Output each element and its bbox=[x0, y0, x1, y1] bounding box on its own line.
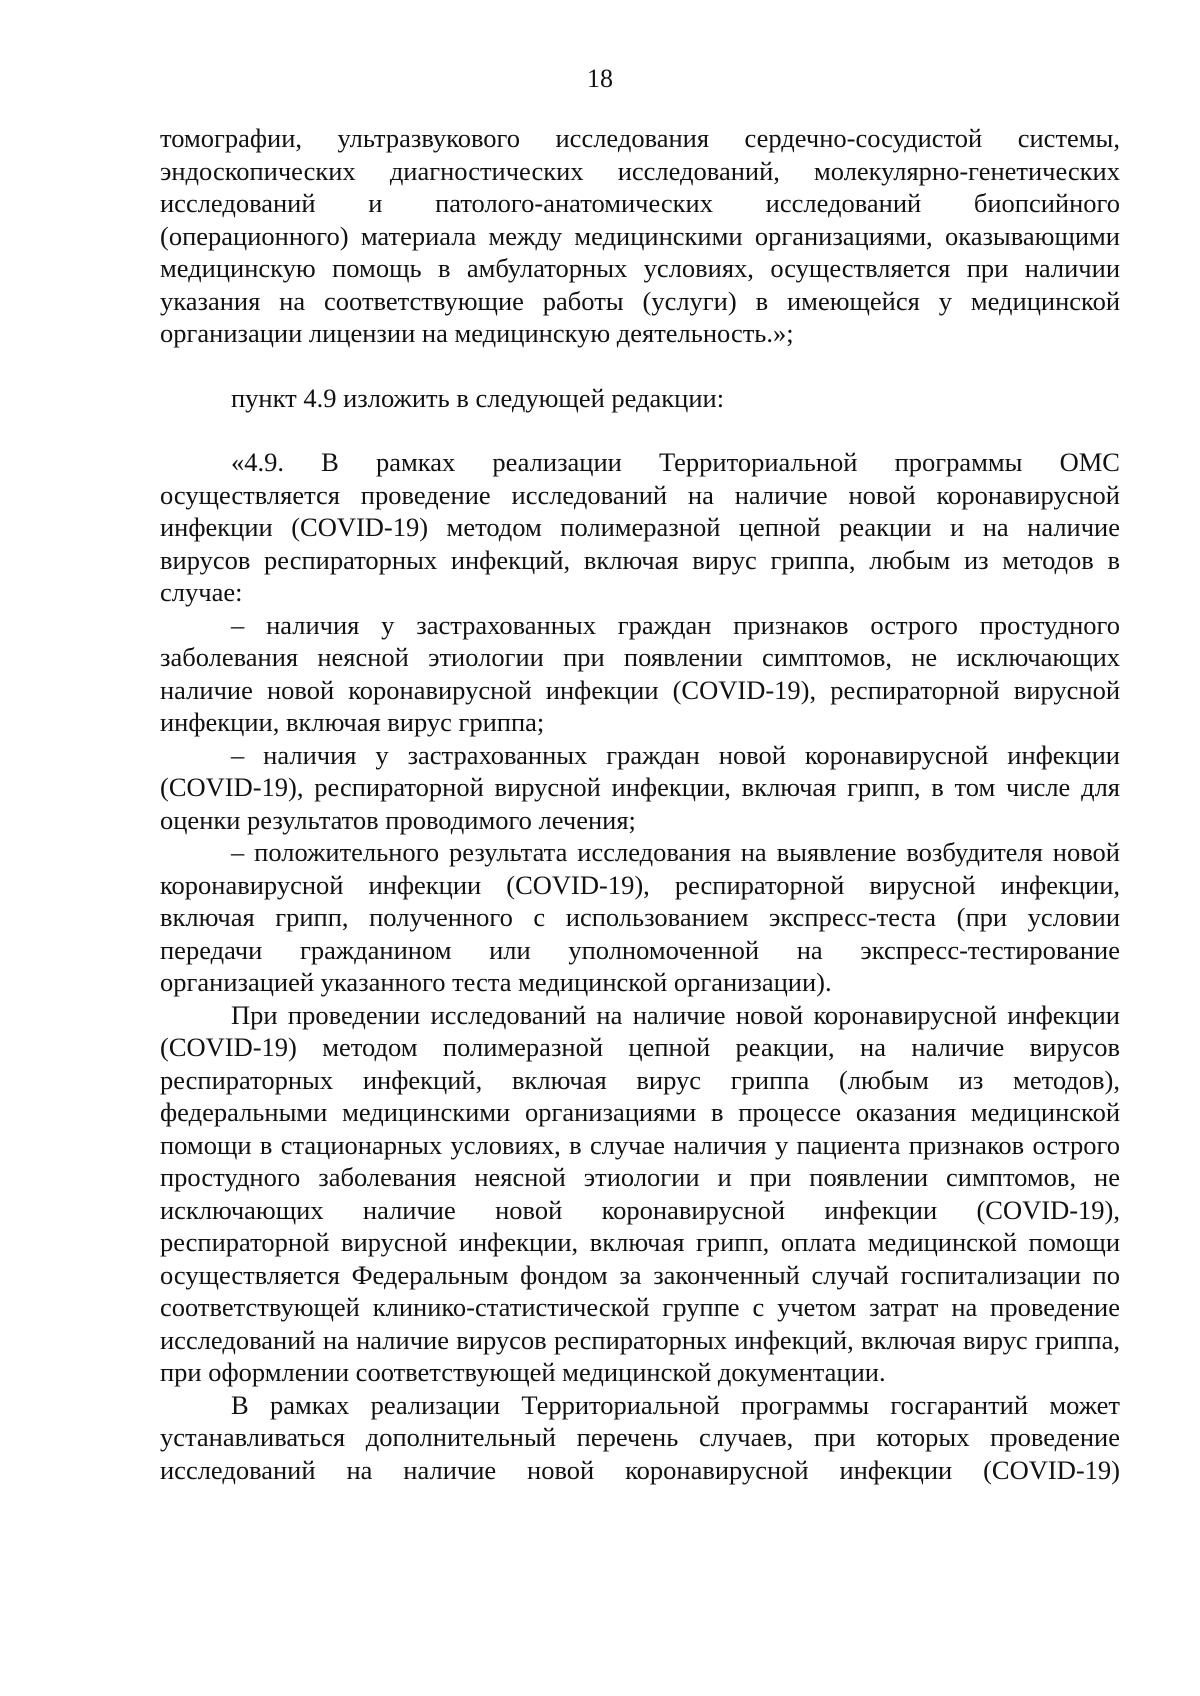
paragraph-continuation: томографии, ультразвукового исследования сердечно-сосудистой системы, эндоскопических диагностических исследований, молекулярно-генетических исследований и патолого-анатомических исследований биопсийного (операционного) материала между медицинскими организациями, оказывающими медицинскую помощь в амбулаторных условиях, осуществляется при наличии указания на соответствующие работы (услуги) в имеющейся у медицинской организации лицензии на медицинскую деятельность.»; bbox=[160, 123, 1120, 348]
paragraph-clause-4-9: «4.9. В рамках реализации Территориальной программы ОМС осуществляется проведение исследований на наличие новой коронавирусной инфекции (COVID-19) методом полимеразной цепной реакции и на наличие вирусов респираторных инфекций, включая вирус гриппа, любым из методов в случае: bbox=[160, 447, 1120, 607]
paragraph-list-item: – наличия у застрахованных граждан новой коронавирусной инфекции (COVID-19), респираторной вирусной инфекции, включая грипп, в том числе для оценки результатов проводимого лечения; bbox=[160, 739, 1120, 835]
paragraph-list-item: – наличия у застрахованных граждан признаков острого простудного заболевания неясной этиологии при появлении симптомов, не исключающих наличие новой коронавирусной инфекции (COVID-19), респираторной вирусной инфекции, включая вирус гриппа; bbox=[160, 609, 1120, 737]
paragraph-additional-cases: В рамках реализации Территориальной программы госгарантий может устанавливаться дополнительный перечень случаев, при которых проведение исследований на наличие новой коронавирусной инфекции (COVID-19) bbox=[160, 1389, 1120, 1485]
document-body bbox=[160, 122, 1120, 1486]
paragraph-instruction: пункт 4.9 изложить в следующей редакции: bbox=[231, 382, 725, 413]
paragraph-list-item: – положительного результата исследования на выявление возбудителя новой коронавирусной инфекции (COVID-19), респираторной вирусной инфекции, включая грипп, полученного с использованием экспресс-теста (при условии передачи гражданином или уполномоченной на экспресс-тестирование организацией указанного теста медицинской организации). bbox=[160, 837, 1120, 997]
page-number: 18 bbox=[587, 64, 613, 93]
paragraph-federal-payment: При проведении исследований на наличие новой коронавирусной инфекции (COVID-19) методом полимеразной цепной реакции, на наличие вирусов респираторных инфекций, включая вирус гриппа (любым из методов), федеральными медицинскими организациями в процессе оказания медицинской помощи в стационарных условиях, в случае наличия у пациента признаков острого простудного заболевания неясной этиологии и при появлении симптомов, не исключающих наличие новой коронавирусной инфекции (COVID-19), респираторной вирусной инфекции, включая грипп, оплата медицинской помощи осуществляется Федеральным фондом за законченный случай госпитализации по соответствующей клинико-статистической группе с учетом затрат на проведение исследований на наличие вирусов респираторных инфекций, включая вирус гриппа, при оформлении соответствующей медицинской документации. bbox=[160, 999, 1120, 1387]
